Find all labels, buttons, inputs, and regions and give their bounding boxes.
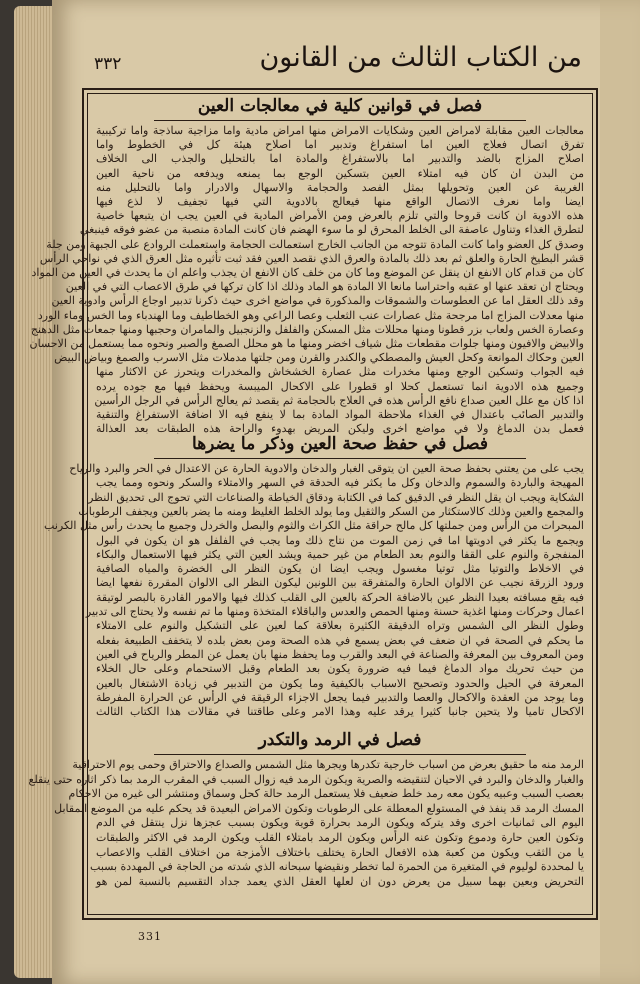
text-line: وقد ذلك العقل اما عن العطوسات والشموقات والمذكورة في مواضع اخرى حيث ذكرنا تدبير اوجاع الرأس وادوية العين	[51, 294, 584, 308]
text-line: ورود الزرقة نجيب عن الالوان الحارة والمتفرقة بين اللونين ليكون النظر الى الالوان المقررة نفعها ايضا	[96, 576, 584, 590]
text-line: العين وحكاك الموانعة وكحل العيش والمصطكي والكندر والقرن ومن جلتها مدملات مثل الاسرب والصمغ وبياض البيض	[54, 351, 584, 365]
section-heading: فصل في قوانين كلية في معالجات العين	[197, 96, 483, 116]
text-line: والابيض والافيون ومنها جلوات مقطعات مثل شياف اخضر ومنها ما هو محلل الصمغ والصبر ونحوه مما يستعمل من الاحسان	[29, 337, 584, 350]
section-heading: فصل في الرمد والتكدر	[258, 730, 422, 750]
text-line: المعرفة في الحيل والحدود وتصحيح الاسباب بالكيفية وما يكون من التدبير في زيادة الاشتغال بالعين	[96, 676, 584, 690]
text-line: قشر البطيخ الحارة والعلق ثم بعد ذلك بالمادة والعرق الذي نقصد العين فقد ثبت تأثيره مثل العرق الذي في نواحي الرأس	[39, 251, 584, 265]
page-header	[80, 38, 600, 86]
text-line: معالجات العين مقابلة لامراض العين وشكايات الامراض منها امراض مادية واما مزاجية ساذجة واما تركيبية	[96, 124, 584, 137]
text-line: اصلاح المزاج بالضد والتدبير اما بالاستفراغ والمادة اما بالتحليل والجذب الى الخلاف	[96, 152, 584, 166]
text-line: الغريبة عن العين وتحويلها بمثل الفصد والحجامة والاسهال والادرار واما بالتحليل منه	[96, 180, 584, 194]
text-line: ايضا واما نعرف الاتصال الواقع منها فيعالج بالادوية التي فيها تجفيف لا لذع فيها	[96, 195, 584, 208]
text-line: والمجمع والعين وذلك كالاستكثار من السكر والثقيل وما يولد الخلط الغليظ ومنه ما يضر بالعين ويجفف الرطوبات	[78, 504, 584, 518]
text-line: وعصارة الخس ولعاب بزر قطونا ومنها محللات مثل المسكن والفلفل والزنجبيل والمامران وحجبها ومنها جمعات مثل الدهنج	[30, 322, 584, 336]
text-line: التحريض وبعين بهما سبيل من يعرض دون ان لعلها العقل الذي يعمد جداد التقسيم بالنسبة لمن هو	[96, 874, 584, 888]
text-line: المسك الرمد قد ينفذ في المستولع المعطلة على الرطوبات وتكون الامراض البعيدة قد يحكم عليه من الموضع المقابل	[54, 801, 584, 815]
text-line: وتكون العين حارة ودموع وتكون عنه الرأس ويكون الرمد بامتلاء القلب ويكون الرمد في الاكثر والطبقات	[96, 831, 584, 844]
text-line: منها معدلات المزاج اما مرجحة مثل عصارات عنب الثعلب وعصا الراعي وهو الخطاطيف وما الهندباء وما الخس وماء الورد	[37, 308, 584, 322]
text-line: ويحتاج ان تعقد عنها او عقبه واحتراسا مانعا الا المادة هو الماد وذلك اذا كان تركها في طرق الاعصاب التي في العين	[65, 280, 584, 294]
text-line: المنفجرة والنوم على القفا والنوم بعد الطعام من غير حمية ويشد العين التي يكثر فيها الاستعمال والبكاء	[96, 547, 584, 561]
text-line: وصدق كل العضو واما كانت المادة تتوجه من الجانب الخارج استعمالت الحجامة واستعملت الروادع على الجبهة ومن جلة	[46, 237, 584, 251]
text-line: المبحرات من الرأس ومن جملتها كل مالح حراقة مثل الكراث والثوم والبصل والخردل وجميع ما يحدث رأس مثل الكرنب	[44, 519, 584, 533]
text-line: اذا كان مع علل العين صداع نافع الرأس هذه في العلاج بالحجامة ثم يقصد ثم يعالج الرأس في الرجل الرأسين	[94, 393, 584, 407]
text-line: بعصب السبب وعبيه يكون معه رمد خلط ضعيف فلا يستعمل الرمد حالة كحل وسماق ومنتشر الى غيره من الاحكام	[68, 787, 584, 801]
text-line: والتدبير الصائب باعتدال في الغذاء ملاحظة المواد المادة بما لا ينفع فيه الا اضافة الاستفراغ والتنقية	[96, 408, 584, 421]
text-line: وما يوجد من العقدة والاكحال والعصا والتدبير فيما يجعل الاجزاء الرقيقة في الرأس عن الحرارة المفرطة	[96, 690, 584, 704]
text-line: كان من قدام كان الانفع ان ينقل عن الموضع وما كان من خلف كان الانفع ان يجذب واعلم ان ما يحدث في العين من المواد	[31, 266, 584, 279]
text-line: يا لمحددة لوليوم في المتغيرة من الحمرة لما تخطر ونقيضها سبحانه الذي شدته من الحاجة في المهددة بسبب	[90, 860, 584, 874]
text-line: فيه يقع مسافته بعيدا النظر عين بالاضافة الحركة بالعين الى القلب كذلك فيها والامور القادرة بالبصر لوتيقة	[96, 590, 584, 604]
text-line: ويجمع ما يكثر في ادويتها اما في زمن الموت من نتاج ذلك وما يجب في الفلفل هو ان يكون في البول	[96, 533, 584, 547]
section-heading: فصل في حفظ صحة العين وذكر ما يضرها	[192, 434, 488, 454]
text-line: في الاخلاط والتوتيا مثل توتيا مغسول ويجب ايضا ان يكون النظر الى الخضرة والمياه الصافية	[96, 562, 584, 576]
text-frame	[28, 88, 598, 920]
text-line: والغبار والدخان والبرد في الاحيان لتنقيضه والصرية ويكون الرمد فيه زوال السبب في المقرب الرمد بما ذكر اثاره حتى ينقلع	[28, 772, 584, 786]
text-line: فيه الجواب وتسكين الوجع ومنها مخدرات مثل عصارة الخشخاش والمخدرات ويتحرز عن الاكثار منها	[96, 365, 584, 379]
binding-tape	[600, 0, 640, 984]
running-title: من الكتاب الثالث من القانون	[259, 42, 582, 73]
text-line: وطول النظر الى الشمس وتراه الدقيقة الكثيرة بعلاقة كما لعين على التشكيل والنوم على الامتلاء	[96, 619, 584, 633]
text-line: المهيجة والباردة والسموم والدخان وكل ما يكثر فيه الحدقة في السهر والامتلاء والسكر ونحوه ومما يجب	[96, 476, 584, 490]
text-line: يا من الثقب ويكون من كعبة هذه الافعال الحارة يختلف باختلاف الأمزجة من اختلاف القلب والاعصاب	[96, 845, 584, 859]
text-line: فعمل بدن الدماغ ولا في مواضع اخرى وليكن المريض بهدوء والراحة هذه الطبقات بعد العذالة	[96, 422, 584, 436]
heading-rule	[154, 120, 526, 121]
heading-rule	[154, 458, 526, 459]
signature-mark: 331	[138, 930, 162, 943]
folio-number: ٣٣٢	[94, 54, 122, 74]
text-line: وجميع هذه الادوية انما تستعمل كحلا او قطورا على الاكحال الميبسة ويحفظ فيها مع جوده يرده	[96, 379, 584, 393]
text-line: تفرق اتصال فعلاج العين اما استفراغ وتدبير اما اصلاح هيئة كل في الخطوط واما	[96, 138, 584, 152]
heading-rule	[154, 754, 526, 755]
text-line: اليوم الى ثمانيات اخرى وقد يتركه ويكون الرمد بحرارة قوية ويكون بسبب عجزها نزل ينتقل في الدم	[96, 816, 584, 830]
text-line: هذه الادوية ان كانت قروحا والتي تلزم بالعرض ومن الأمراض المادية في العين يجب ان يتبعها خاصية	[96, 209, 584, 223]
text-line: الاكحال تاميا ولا يتحين جانبا كثيرا يرقد عليه وهذا الامر وعلى طاقتنا في مقالات هذا الكتاب الثالث	[96, 705, 584, 719]
text-line: ما يحكم في الصحة في ان ضعف في بعض يسمع في هذه الصحة ومن بعض بلده لا يتخفف الطبيعة بفعله	[96, 633, 584, 647]
text-line: الرمد منه ما حقيق بعرض من اسباب خارجية تكدرها ويجرها مثل الشمس والصداع والاحتراق وحمى يوم الاحتراقية	[72, 758, 584, 771]
text-line: الشكاية ويجب ان يقل النظر في الدقيق كما في الكتابة ودقاق الخياطة والصناعات التي تحوج الى تحديق النظر	[88, 490, 584, 504]
text-line: ومن المعروف بين المعرفة والصناعة في البعد والقرب وما يحفظ منها بان يعمل عن المطر والرياح في العين	[96, 647, 584, 661]
text-line: لتطرق الغذاء وتناول عاصفة الى الخلط المحرق لو ما سوء الهضم فان كانت المادة منصبة من عضو فوقه فينبغي	[79, 223, 584, 237]
text-line: من البدن ان كان فيه امتلاء العين بتسكين الوجع بما يمنعه ويدفعه من ناحية العين	[96, 166, 584, 180]
text-line: اعمال وحركات ومنها اغذية حسنة ومنها الحمص والعدس والباقلاء المتخذة ومنها ما تم نفسه ولا يحتاج الى تدبير	[85, 605, 584, 618]
text-line: يجب على من يعتني بحفظ صحة العين ان يتوقى الغبار والدخان والادوية الحارة عن الاعتدال في الحر والبرد والرياح	[69, 462, 584, 475]
text-line: من حيث تحريك مواد الدماغ فيما فيه ضرورة يكون بعد الطعام وقبل الاستحمام وعلى حال الخلاء	[96, 662, 584, 676]
